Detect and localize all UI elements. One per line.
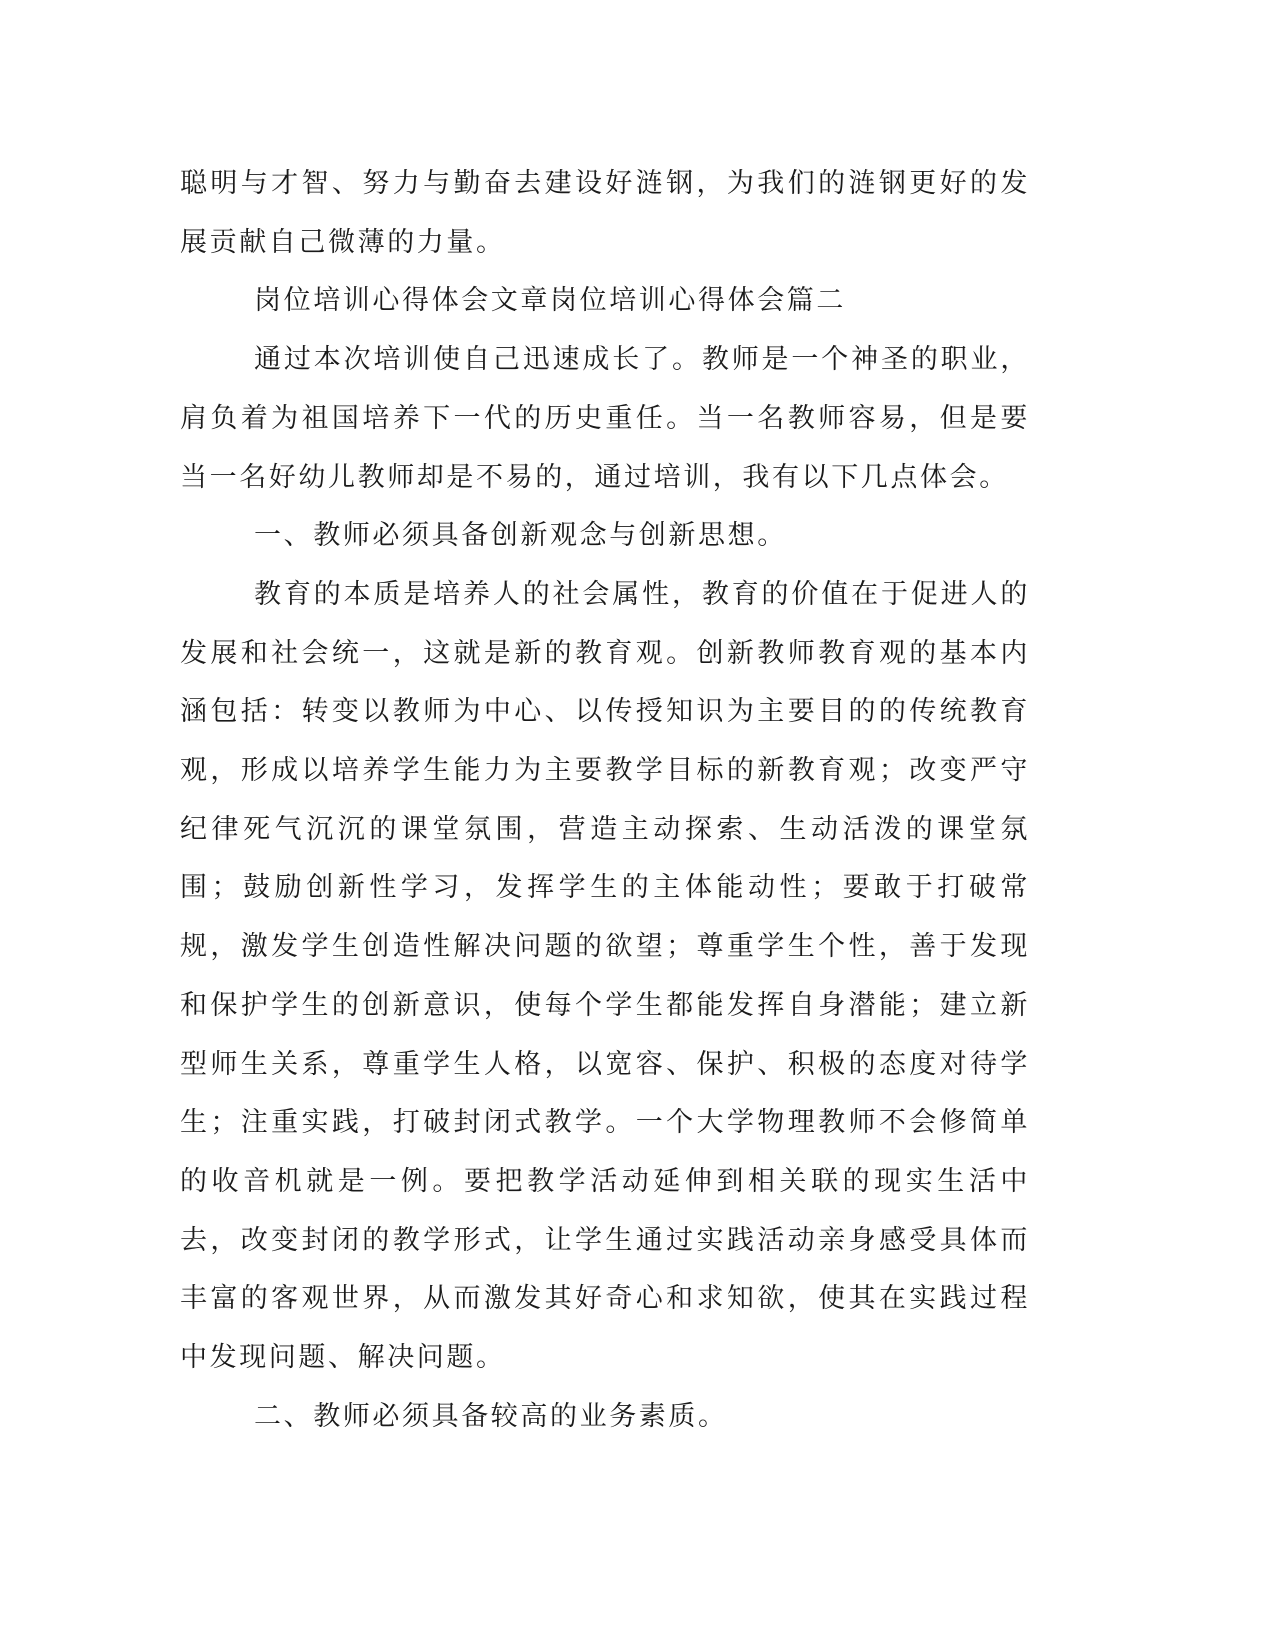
- section-heading-2: 二、教师必须具备较高的业务素质。: [254, 1400, 728, 1432]
- paragraph-intro: 通过本次培训使自己迅速成长了。教师是一个神圣的职业，肩负着为祖国培养下一代的历史重任。当一名教师容易，但是要当一名好幼儿教师却是不易的，通过培训，我有以下几点体会。: [180, 344, 1030, 493]
- section-heading-1: 一、教师必须具备创新观念与创新思想。: [254, 520, 787, 552]
- document-page: [180, 155, 1030, 1446]
- paragraph-continuation: 聪明与才智、努力与勤奋去建设好涟钢，为我们的涟钢更好的发展贡献自己微薄的力量。: [180, 168, 1030, 258]
- article-title: 岗位培训心得体会文章岗位培训心得体会篇二: [254, 285, 846, 317]
- paragraph-section-1-body: 教育的本质是培养人的社会属性，教育的价值在于促进人的发展和社会统一，这就是新的教育观。创新教师教育观的基本内涵包括：转变以教师为中心、以传授知识为主要目的的传统教育观，形成以培养学生能力为主要教学目标的新教育观；改变严守纪律死气沉沉的课堂氛围，营造主动探索、生动活泼的课堂氛围；鼓励创新性学习，发挥学生的主体能动性；要敢于打破常规，激发学生创造性解决问题的欲望；尊重学生个性，善于发现和保护学生的创新意识，使每个学生都能发挥自身潜能；建立新型师生关系，尊重学生人格，以宽容、保护、积极的态度对待学生；注重实践，打破封闭式教学。一个大学物理教师不会修简单的收音机就是一例。要把教学活动延伸到相关联的现实生活中去，改变封闭的教学形式，让学生通过实践活动亲身感受具体而丰富的客观世界，从而激发其好奇心和求知欲，使其在实践过程中发现问题、解决问题。: [180, 578, 1030, 1374]
